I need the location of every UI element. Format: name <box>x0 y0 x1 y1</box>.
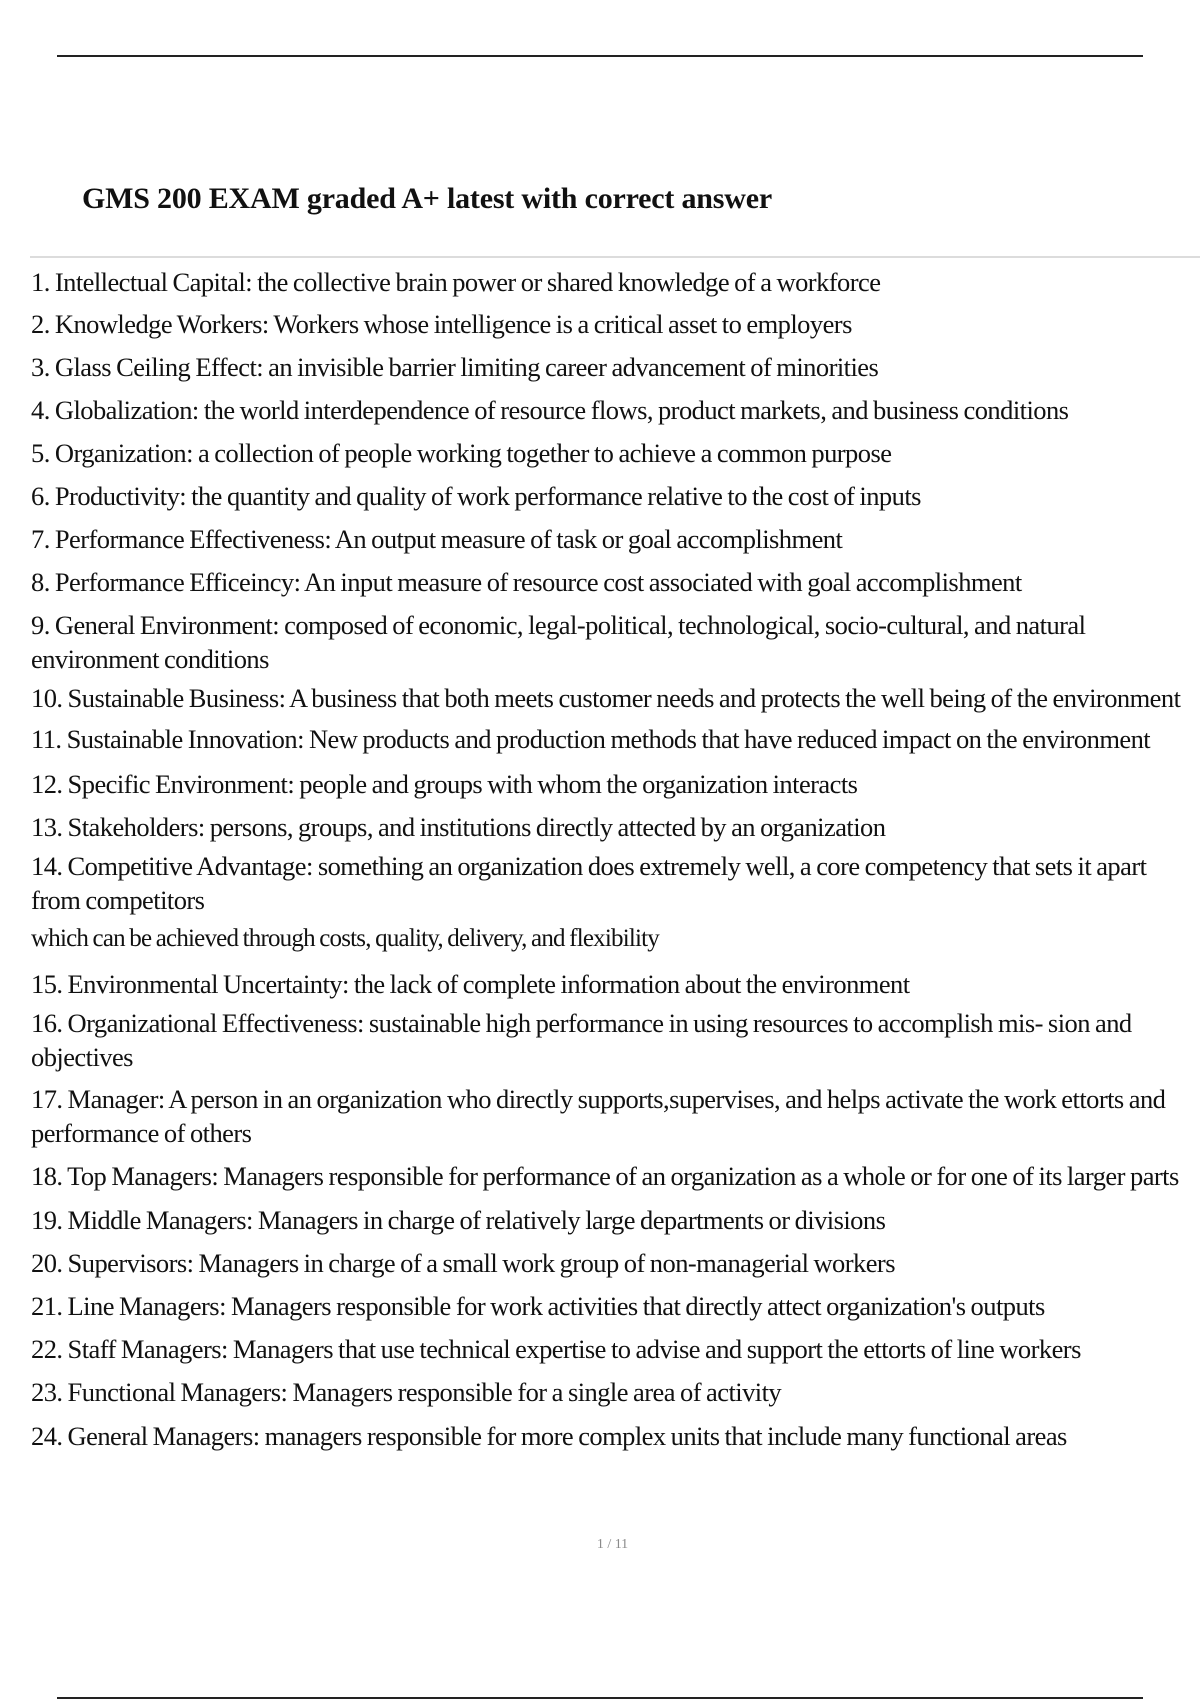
definition-continuation: which can be achieved through costs, quality, delivery, and flexibility <box>31 925 659 952</box>
definition-item: 3. Glass Ceiling Effect: an invisible barrier limiting career advancement of minorities <box>31 352 879 382</box>
definition-list <box>31 265 1196 1453</box>
definition-item: 4. Globalization: the world interdependence of resource flows, product markets, and business conditions <box>31 395 1069 425</box>
definition-item: 2. Knowledge Workers: Workers whose intelligence is a critical asset to employers <box>31 309 852 339</box>
definition-item: 19. Middle Managers: Managers in charge of relatively large departments or divisions <box>31 1205 886 1235</box>
page-number: 1 / 11 <box>596 1537 629 1552</box>
definition-item: 12. Specific Environment: people and groups with whom the organization interacts <box>31 769 858 799</box>
definition-item: 8. Performance Efficeincy: An input measure of resource cost associated with goal accomplishment <box>31 567 1022 597</box>
definition-item: 17. Manager: A person in an organization who directly supports,supervises, and helps activate the work ettorts and performance of others <box>31 1084 1166 1148</box>
bottom-rule <box>57 1697 1143 1699</box>
top-rule <box>57 55 1143 57</box>
definition-item: 15. Environmental Uncertainty: the lack of complete information about the environment <box>31 969 910 999</box>
definition-item: 18. Top Managers: Managers responsible for performance of an organization as a whole or for one of its larger parts <box>31 1161 1179 1191</box>
definition-item: 20. Supervisors: Managers in charge of a small work group of non-managerial workers <box>31 1248 895 1278</box>
document-title: GMS 200 EXAM graded A+ latest with correct answer <box>82 182 772 215</box>
definition-item: 10. Sustainable Business: A business that both meets customer needs and protects the well being of the environment <box>31 683 1181 713</box>
definition-item: 16. Organizational Effectiveness: sustainable high performance in using resources to accomplish mis- sion and objectives <box>31 1008 1132 1072</box>
title-divider <box>30 256 1200 258</box>
definition-item: 21. Line Managers: Managers responsible for work activities that directly attect organization's outputs <box>31 1291 1045 1321</box>
definition-item: 24. General Managers: managers responsible for more complex units that include many functional areas <box>31 1421 1067 1451</box>
definition-item: 13. Stakeholders: persons, groups, and institutions directly attected by an organization <box>31 812 886 842</box>
definition-item: 1. Intellectual Capital: the collective brain power or shared knowledge of a workforce <box>31 267 881 297</box>
definition-item: 9. General Environment: composed of economic, legal-political, technological, socio-cultural, and natural environment conditions <box>31 610 1086 674</box>
definition-item: 7. Performance Effectiveness: An output measure of task or goal accomplishment <box>31 524 843 554</box>
definition-item: 6. Productivity: the quantity and quality of work performance relative to the cost of inputs <box>31 481 921 511</box>
definition-item: 5. Organization: a collection of people working together to achieve a common purpose <box>31 438 892 468</box>
definition-item: 23. Functional Managers: Managers responsible for a single area of activity <box>31 1377 782 1407</box>
definition-item: 14. Competitive Advantage: something an organization does extremely well, a core competency that sets it apart from competitors <box>31 851 1147 915</box>
definition-item: 22. Staff Managers: Managers that use technical expertise to advise and support the ettorts of line workers <box>31 1334 1081 1364</box>
definition-item: 11. Sustainable Innovation: New products and production methods that have reduced impact on the environment <box>31 724 1151 754</box>
